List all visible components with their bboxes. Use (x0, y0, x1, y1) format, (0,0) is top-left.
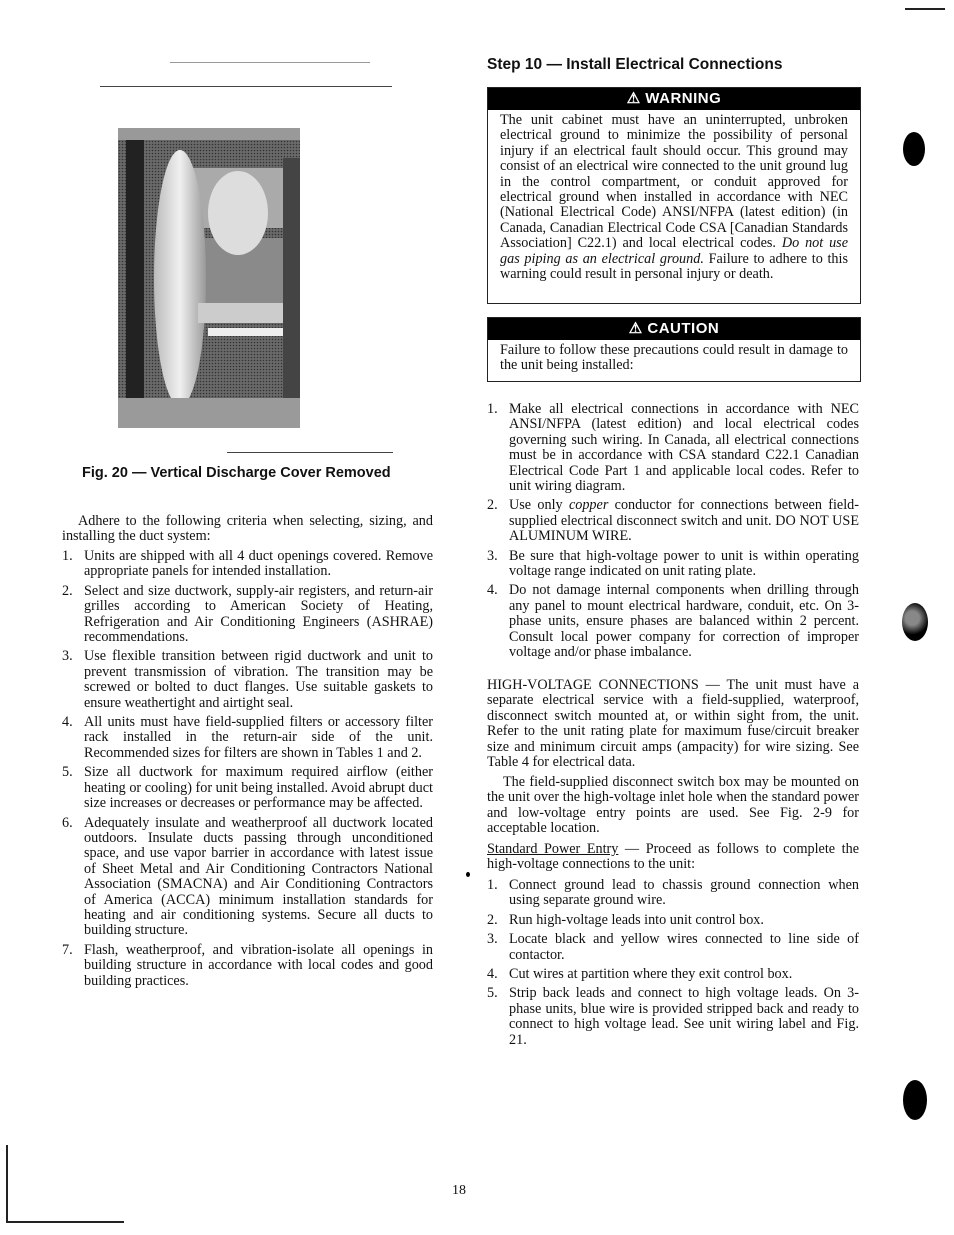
corner-mark (905, 8, 945, 10)
item-text: Do not damage internal components when drilling through any panel to mount electrical hardware, conduit, etc. On 3-phase units, ensure phases are balanced within 2 percent. Consult local power company for correction of improper voltage and/or phase imbalance. (509, 582, 859, 661)
duct-criteria-list (62, 549, 433, 993)
figure-bottom-rule (227, 452, 393, 453)
warning-text: The unit cabinet must have an uninterrupted, unbroken electrical ground to minimize the possibility of personal injury if an electrical fault should occur. This ground may consist of an electrical wire connected to the unit ground lug in the control compartment, or conduit approved for electrical ground when installed in accordance with NEC (National Electrical Code) ANSI/NFPA (latest edition) (in Canada, Canadian Electrical Code CSA [Canadian Standards Association] C22.1) and local electrical codes. Do not use gas piping as an electrical ground. Failure to adhere to this warning could result in personal injury or death. (500, 112, 848, 283)
stray-mark (466, 872, 470, 877)
item-number: 1. (487, 877, 498, 893)
list-item (487, 986, 859, 1048)
item-number: 3. (62, 648, 73, 665)
standard-power-entry-list (487, 878, 859, 1052)
item-text: All units must have field-supplied filters or accessory filter rack installed in the return-air side of the unit. Recommended sizes for filters are shown in Tables 1 and 2. (84, 714, 433, 761)
item-text: Cut wires at partition where they exit control box. (509, 966, 793, 983)
item-text: Strip back leads and connect to high voltage leads. On 3-phase units, blue wire is provided stripped back and ready to connect to high voltage lead. See unit wiring label and Fig. 21. (509, 985, 859, 1048)
item-number: 2. (487, 911, 498, 928)
step-title: Step 10 — Install Electrical Connections (487, 56, 783, 73)
item-number: 3. (487, 931, 498, 948)
item-number: 4. (487, 582, 498, 599)
item-text: Locate black and yellow wires connected to line side of contactor. (509, 931, 859, 963)
list-item: 2. Use only copper conductor for connections between field-supplied electrical disconnect switch and unit. DO NOT USE ALUMINUM WIRE. (487, 497, 859, 545)
item-number: 2. (487, 497, 498, 514)
figure-top-dots (170, 62, 370, 63)
intro-paragraph: Adhere to the following criteria when selecting, sizing, and installing the duct system: (62, 513, 433, 545)
item-text: Adequately insulate and weatherproof all ductwork located outdoors. Insulate ducts passing through unconditioned space, and use vapor barrier in accordance with latest issue of Sheet Metal and Air Conditioning Contractors National Association (SMACNA) and Air Conditioning Contractors of America (ACCA) minimum installation standards for heating and air conditioning systems. Secure all ducts to building structure. (84, 814, 433, 939)
punch-hole (903, 132, 925, 166)
list-item (487, 932, 859, 963)
list-item (487, 583, 859, 660)
standard-power-entry-paragraph: Standard Power Entry — Proceed as follows to complete the high-voltage connections to the unit: (487, 841, 859, 873)
list-item (62, 765, 433, 811)
item-number: 1. (487, 401, 498, 417)
item-number: 4. (62, 714, 73, 731)
list-item (487, 878, 859, 909)
standard-power-entry-label: Standard Power Entry (487, 841, 619, 857)
punch-hole (902, 603, 928, 641)
warning-label: ⚠ WARNING (488, 88, 860, 110)
item-number: 1. (62, 548, 73, 564)
item-text: Units are shipped with all 4 duct openings covered. Remove appropriate panels for intended installation. (84, 548, 433, 580)
item-number: 4. (487, 966, 498, 983)
caution-text: Failure to follow these precautions could result in damage to the unit being installed: (500, 342, 848, 374)
list-item (487, 402, 859, 494)
disconnect-paragraph: The field-supplied disconnect switch box may be mounted on the unit over the high-voltage inlet hole when the standard power and low-voltage entry points are used. See Fig. 2-9 for acceptable location. (487, 774, 859, 837)
item-number: 3. (487, 547, 498, 564)
item-number: 5. (487, 985, 498, 1002)
list-item (62, 649, 433, 711)
item-text: Flash, weatherproof, and vibration-isolate all openings in building structure in accordance with local codes and good building practices. (84, 941, 433, 989)
caution-box (487, 317, 861, 382)
list-item (487, 549, 859, 580)
list-item (487, 913, 859, 928)
item-text: Use flexible transition between rigid ductwork and unit to prevent transmission of vibration. The transition may be screwed or bolted to duct flanges. Use suitable gaskets to ensure weathertight and airtight seal. (84, 648, 433, 711)
item-text: Run high-voltage leads into unit control box. (509, 911, 764, 928)
item-number: 6. (62, 814, 73, 831)
item-text: Size all ductwork for maximum required airflow (either heating or cooling) for unit being installed. Avoid abrupt duct size increases or decreases or performance may be affected. (84, 764, 433, 812)
item-number: 5. (62, 764, 73, 781)
corner-bracket-vertical (6, 1145, 8, 1223)
list-item (62, 549, 433, 580)
figure-caption: Fig. 20 — Vertical Discharge Cover Removed (82, 465, 391, 481)
item-text: Connect ground lead to chassis ground connection when using separate ground wire. (509, 877, 859, 909)
corner-bracket-horizontal (6, 1221, 124, 1223)
list-item (62, 584, 433, 646)
figure-top-rule (100, 86, 392, 87)
item-text: Make all electrical connections in accordance with NEC ANSI/NFPA (latest edition) and local electrical codes governing such wiring. In Canada, all electrical connections must be in accordance with CSA standard C22.1 Canadian Electrical Code Part 1 and applicable local codes. Refer to unit wiring diagram. (509, 401, 859, 495)
list-item (62, 816, 433, 939)
warning-box (487, 87, 861, 304)
item-number: 2. (62, 582, 73, 599)
punch-hole (903, 1080, 927, 1120)
list-item (487, 967, 859, 982)
page-number: 18 (452, 1183, 466, 1198)
list-item (62, 943, 433, 989)
item-text: Select and size ductwork, supply-air registers, and return-air grilles according to American Society of Heating, Refrigeration and Air Conditioning Engineers (ASHRAE) recommendations. (84, 582, 433, 646)
vertical-discharge-photo (118, 128, 300, 428)
item-number: 7. (62, 941, 73, 958)
list-item (62, 715, 433, 761)
high-voltage-paragraph: HIGH-VOLTAGE CONNECTIONS — The unit must have a separate electrical service with a field-supplied, waterproof, disconnect switch mounted at, or within sight from, the unit. Refer to the unit rating plate for maximum fuse/circuit breaker size and minimum circuit amps (ampacity) for wire sizing. See Table 4 for electrical data. (487, 677, 859, 771)
item-text: Be sure that high-voltage power to unit is within operating voltage range indicated on unit rating plate. (509, 547, 859, 580)
electrical-precautions-list (487, 402, 859, 665)
caution-label: ⚠ CAUTION (488, 318, 860, 340)
